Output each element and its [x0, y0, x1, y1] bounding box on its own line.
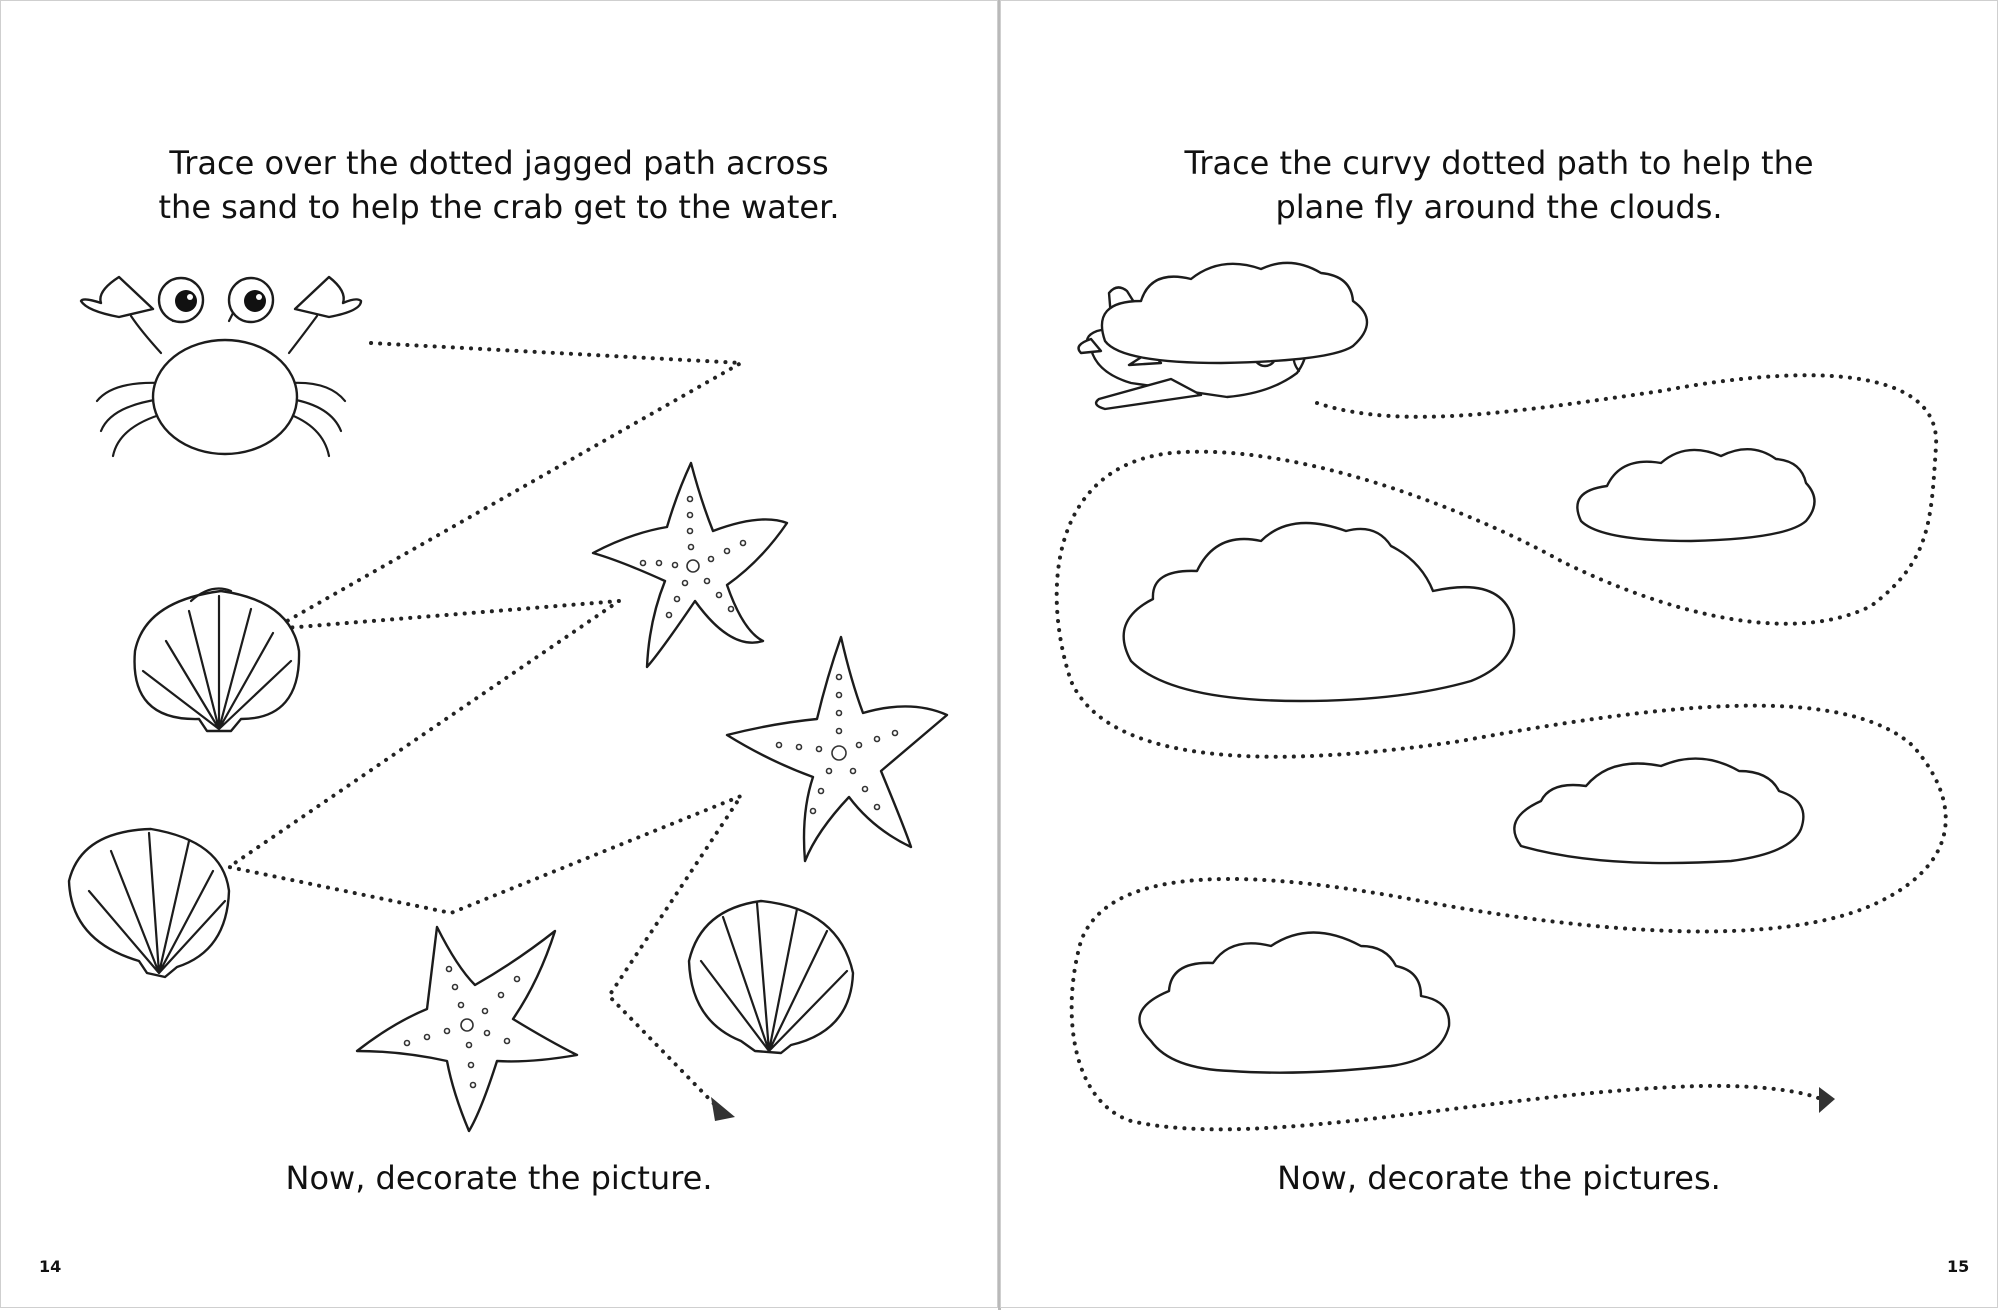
right-page [1000, 0, 1998, 1308]
left-illustration [1, 1, 999, 1309]
arrow-icon [1819, 1087, 1835, 1113]
right-footer: Now, decorate the pictures. [1277, 1159, 1721, 1197]
cloud-icon-2 [1577, 449, 1814, 541]
right-page-number: 15 [1947, 1257, 1970, 1276]
crab-icon [81, 277, 361, 456]
left-instruction-line-2: the sand to help the crab get to the water. [158, 188, 840, 226]
left-page-number: 14 [39, 1257, 62, 1276]
starfish-icon-3 [357, 927, 577, 1131]
left-footer: Now, decorate the picture. [285, 1159, 713, 1197]
arrow-icon [711, 1097, 735, 1121]
cloud-icon-1 [1102, 263, 1367, 363]
starfish-icon-1 [593, 463, 787, 667]
cloud-icon-3 [1124, 523, 1514, 701]
left-instruction-line-1: Trace over the dotted jagged path across [169, 144, 829, 182]
shell-icon-1 [135, 589, 300, 731]
right-instruction-line-2: plane fly around the clouds. [1275, 188, 1723, 226]
shell-icon-2 [69, 829, 229, 977]
right-instruction-line-1: Trace the curvy dotted path to help the [1184, 144, 1814, 182]
cloud-icon-5 [1139, 933, 1449, 1073]
starfish-icon-2 [727, 637, 947, 861]
right-illustration [1001, 1, 1999, 1309]
left-page [0, 0, 998, 1308]
cloud-icon-4 [1514, 759, 1803, 863]
shell-icon-3 [689, 901, 853, 1053]
